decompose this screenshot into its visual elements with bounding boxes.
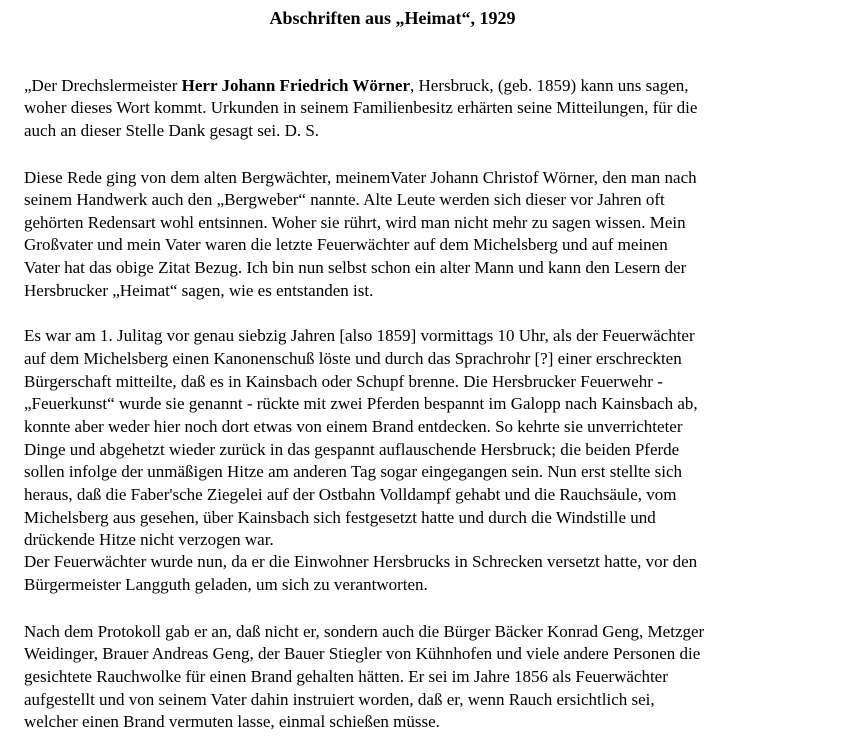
text-line [24,75,689,97]
text-line: seinem Handwerk auch den „Bergweber“ nannte. Alte Leute werden sich dieser vor Jahren oft [24,190,665,209]
text-line: „Feuerkunst“ wurde sie genannt - rückte mit zwei Pferden bespannt im Galopp nach Kainsbach ab, [24,394,698,413]
text-line: Dinge und abgehetzt wieder zurück in das gespannt auflauschende Hersbruck; die beiden Pferde [24,440,680,459]
text-line: Bürgerschaft mitteilte, daß es in Kainsbach oder Schupf brenne. Die Hersbrucker Feuerwehr - [24,372,663,391]
text-span: „Der Drechslermeister [24,76,182,95]
text-line: Nach dem Protokoll gab er an, daß nicht er, sondern auch die Bürger Bäcker Konrad Geng, Metzger [24,622,705,641]
text-line: auf dem Michelsberg einen Kanonenschuß löste und durch das Sprachrohr [?] einer erschreckten [24,349,682,368]
text-span: , Hersbruck, (geb. 1859) kann uns sagen, [410,76,689,95]
text-line: Der Feuerwächter wurde nun, da er die Einwohner Hersbrucks in Schrecken versetzt hatte, vor den [24,552,698,571]
text-line: Vater hat das obige Zitat Bezug. Ich bin nun selbst schon ein alter Mann und kann den Lesern der [24,258,687,277]
text-line: woher dieses Wort kommt. Urkunden in seinem Familienbesitz erhärten seine Mitteilungen, für die [24,98,698,117]
text-line: sollen infolge der unmäßigen Hitze am anderen Tag sogar eingegangen sein. Nun erst stellte sich [24,462,682,481]
text-line: Diese Rede ging von dem alten Bergwächter, meinemVater Johann Christof Wörner, den man nach [24,168,697,187]
document-title: Abschriften aus „Heimat“, 1929 [269,8,516,28]
text-line: Michelsberg aus gesehen, über Kainsbach sich festgesetzt hatte und durch die Windstille und [24,508,656,527]
text-line: Es war am 1. Julitag vor genau siebzig Jahren [also 1859] vormittags 10 Uhr, als der Feuerwächter [24,326,695,345]
text-line: aufgestellt und von seinem Vater dahin instruiert worden, daß er, wenn Rauch ersichtlich sei, [24,690,655,709]
person-name: Herr Johann Friedrich Wörner [181,76,411,95]
text-line: Weidinger, Brauer Andreas Geng, der Bauer Stiegler von Kühnhofen und viele andere Personen die [24,644,701,663]
text-line: konnte aber weder hier noch dort etwas von einem Brand entdecken. So kehrte sie unverrichteter [24,417,683,436]
text-line: gehörten Redensart wohl entsinnen. Woher sie rührt, wird man nicht mehr zu sagen wissen. Mein [24,213,686,232]
text-line: Großvater und mein Vater waren die letzte Feuerwächter auf dem Michelsberg und auf meinen [24,235,668,254]
text-line: Bürgermeister Langguth geladen, um sich zu verantworten. [24,575,428,594]
text-line: Hersbrucker „Heimat“ sagen, wie es entstanden ist. [24,281,374,300]
text-line: drückende Hitze nicht verzogen war. [24,530,274,549]
text-line: heraus, daß die Faber'sche Ziegelei auf der Ostbahn Volldampf gehabt und die Rauchsäule, vom [24,485,677,504]
text-line: gesichtete Rauchwolke für einen Brand gehalten hätten. Er sei im Jahre 1856 als Feuerwächter [24,667,668,686]
text-line: welcher einen Brand vermuten lasse, einmal schießen müsse. [24,712,440,731]
text-line: auch an dieser Stelle Dank gesagt sei. D. S. [24,121,320,140]
